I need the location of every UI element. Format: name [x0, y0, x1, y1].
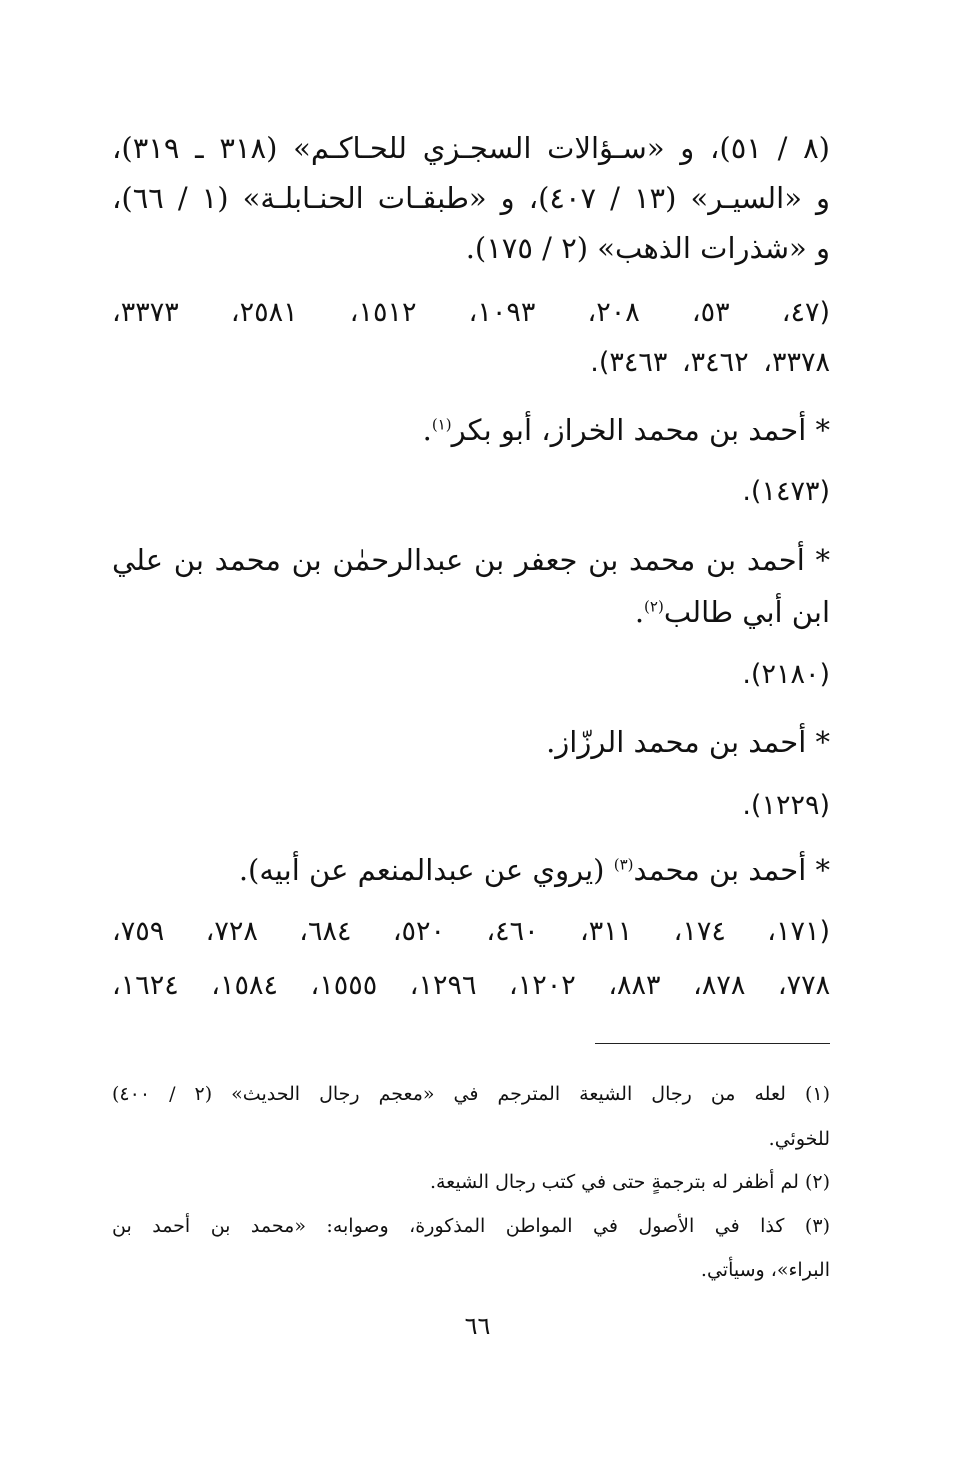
- footnote-3: (٣) كذا في الأصول في المواطن المذكورة، وصوابه: «محمد بن أحمد بن: [112, 1215, 830, 1237]
- entry-heading-cont: [635, 592, 830, 632]
- footnote-marker[interactable]: (٢): [644, 597, 664, 616]
- entry-heading: * أحمد بن محمد بن جعفر بن عبدالرحمٰن بن محمد بن علي: [112, 543, 830, 577]
- page-number: ٦٦: [464, 1312, 491, 1340]
- entry-heading: [423, 410, 830, 450]
- footnote-1: (١) لعله من رجال الشيعة المترجم في «معجم رجال الحديث» (٢ / ٤٠٠): [112, 1083, 830, 1105]
- reference-numbers: (١٢٢٩).: [742, 790, 830, 821]
- footnote-marker[interactable]: (٣): [613, 855, 634, 874]
- footnote-marker[interactable]: (١): [431, 415, 452, 434]
- footnote-2: (٢) لم أظفر له بترجمةٍ حتى في كتب رجال الشيعة.: [429, 1171, 830, 1193]
- reference-numbers: (١٤٧٣).: [742, 476, 830, 507]
- footnote-separator: [595, 1043, 830, 1044]
- entry-name: ابن أبي طالب: [663, 595, 830, 629]
- reference-numbers: (١٧١، ١٧٤، ٣١١، ٤٦٠، ٥٢٠، ٦٨٤، ٧٢٨، ٧٥٩،: [112, 916, 831, 947]
- text-line: و «السيـر» (١٣ / ٤٠٧)، و «طبقـات الحنـابلـة» (١ / ٦٦)،: [112, 181, 830, 215]
- entry-note: (يروي عن عبدالمنعم عن أبيه).: [238, 853, 614, 887]
- text-line: (٨ / ٥١)، و «سـؤالات السجـزي للحـاكـم» (٣١٨ ـ ٣١٩)،: [112, 131, 830, 165]
- reference-numbers: ٧٧٨، ٨٧٨، ٨٨٣، ١٢٠٢، ١٢٩٦، ١٥٥٥، ١٥٨٤، ١٦٢٤،: [112, 970, 831, 1001]
- footnote-1-cont: للخوئي.: [768, 1128, 830, 1150]
- footnote-3-cont: البراء»، وسيأتي.: [700, 1259, 830, 1281]
- entry-name: * أحمد بن محمد الخراز، أبو بكر: [451, 413, 830, 447]
- entry-punct: .: [634, 595, 645, 629]
- entry-heading: * أحمد بن محمد الرزّاز.: [546, 725, 830, 759]
- entry-punct: .: [422, 413, 432, 447]
- reference-numbers: (٢١٨٠).: [742, 659, 830, 690]
- entry-name: * أحمد بن محمد: [633, 853, 830, 887]
- entry-heading: [239, 850, 830, 890]
- text-line: و «شذرات الذهب» (٢ / ١٧٥).: [465, 231, 830, 265]
- reference-numbers: (٤٧، ٥٣، ٢٠٨، ١٠٩٣، ١٥١٢، ٢٥٨١، ٣٣٧٣،: [112, 297, 831, 328]
- reference-numbers: ٣٣٧٨، ٣٤٦٢، ٣٤٦٣).: [590, 347, 830, 378]
